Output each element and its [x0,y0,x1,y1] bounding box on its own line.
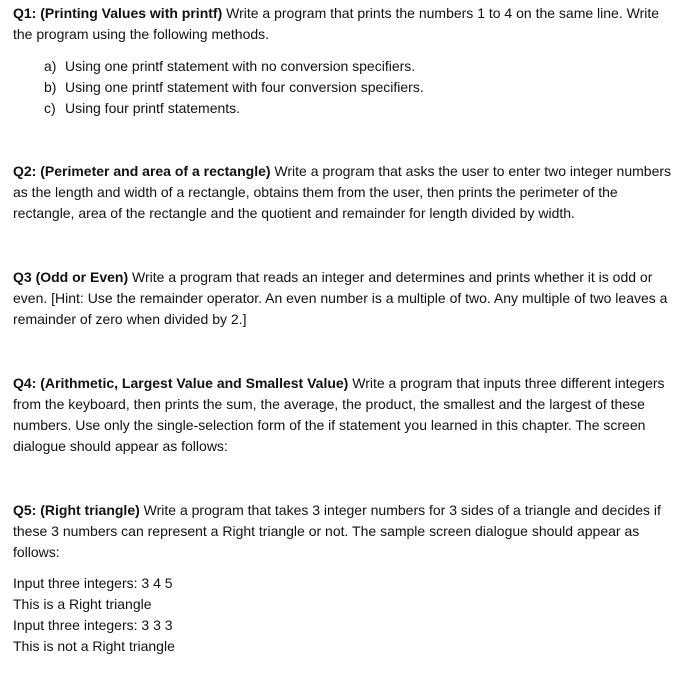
list-item-text: Using one printf statement with four conversion specifiers. [65,79,424,95]
list-item-marker: b) [44,79,57,95]
list-item [44,98,681,119]
dialogue-line: This is a Right triangle [13,596,152,612]
dialogue-line: Input three integers: 3 3 3 [13,617,173,633]
question-5-body: Write a program that takes 3 integer numbers for 3 sides of a triangle and decides if these 3 numbers can represent a Right triangle or not. The sample screen dialogue should appear as follows: [13,502,661,560]
question-3-title: Q3 (Odd or Even) [13,269,129,285]
question-2-paragraph [13,161,681,224]
question-3-body: Write a program that reads an integer and determines and prints whether it is odd or even. [Hint: Use the remainder operator. An even number is a multiple of two. Any multiple of two leaves a remainder of zero when divided by 2.] [13,269,668,327]
list-item [44,77,681,98]
question-4-body: Write a program that inputs three different integers from the keyboard, then prints the sum, the average, the product, the smallest and the largest of these numbers. Use only the single-selection form of the if statement you learned in this chapter. The screen dialogue should appear as follows: [13,375,665,454]
question-5-paragraph [13,500,681,563]
list-item [44,56,681,77]
list-item-text: Using one printf statement with no conversion specifiers. [65,58,416,74]
question-3 [13,267,681,330]
question-4-title: Q4: (Arithmetic, Largest Value and Smallest Value) [13,375,349,391]
question-1-title: Q1: (Printing Values with printf) [13,5,223,21]
question-4-paragraph [13,373,681,457]
sample-dialogue [13,573,681,657]
question-2-title: Q2: (Perimeter and area of a rectangle) [13,163,271,179]
dialogue-line: This is not a Right triangle [13,638,175,654]
question-5 [13,500,681,657]
question-1-body: Write a program that prints the numbers 1 to 4 on the same line. Write the program using the following methods. [13,5,660,42]
question-1-paragraph [13,3,681,45]
list-item-marker: c) [44,100,56,116]
list-item-text: Using four printf statements. [65,100,241,116]
question-2-body: Write a program that asks the user to enter two integer numbers as the length and width of a rectangle, obtains them from the user, then prints the perimeter of the rectangle, area of the rectangle and the quotient and remainder for length divided by width. [13,163,672,221]
question-3-paragraph [13,267,681,330]
question-4 [13,373,681,457]
list-item-marker: a) [44,58,57,74]
dialogue-line: Input three integers: 3 4 5 [13,575,173,591]
question-1 [13,3,681,119]
question-5-title: Q5: (Right triangle) [13,502,140,518]
question-2 [13,161,681,224]
question-1-method-list [13,56,681,119]
